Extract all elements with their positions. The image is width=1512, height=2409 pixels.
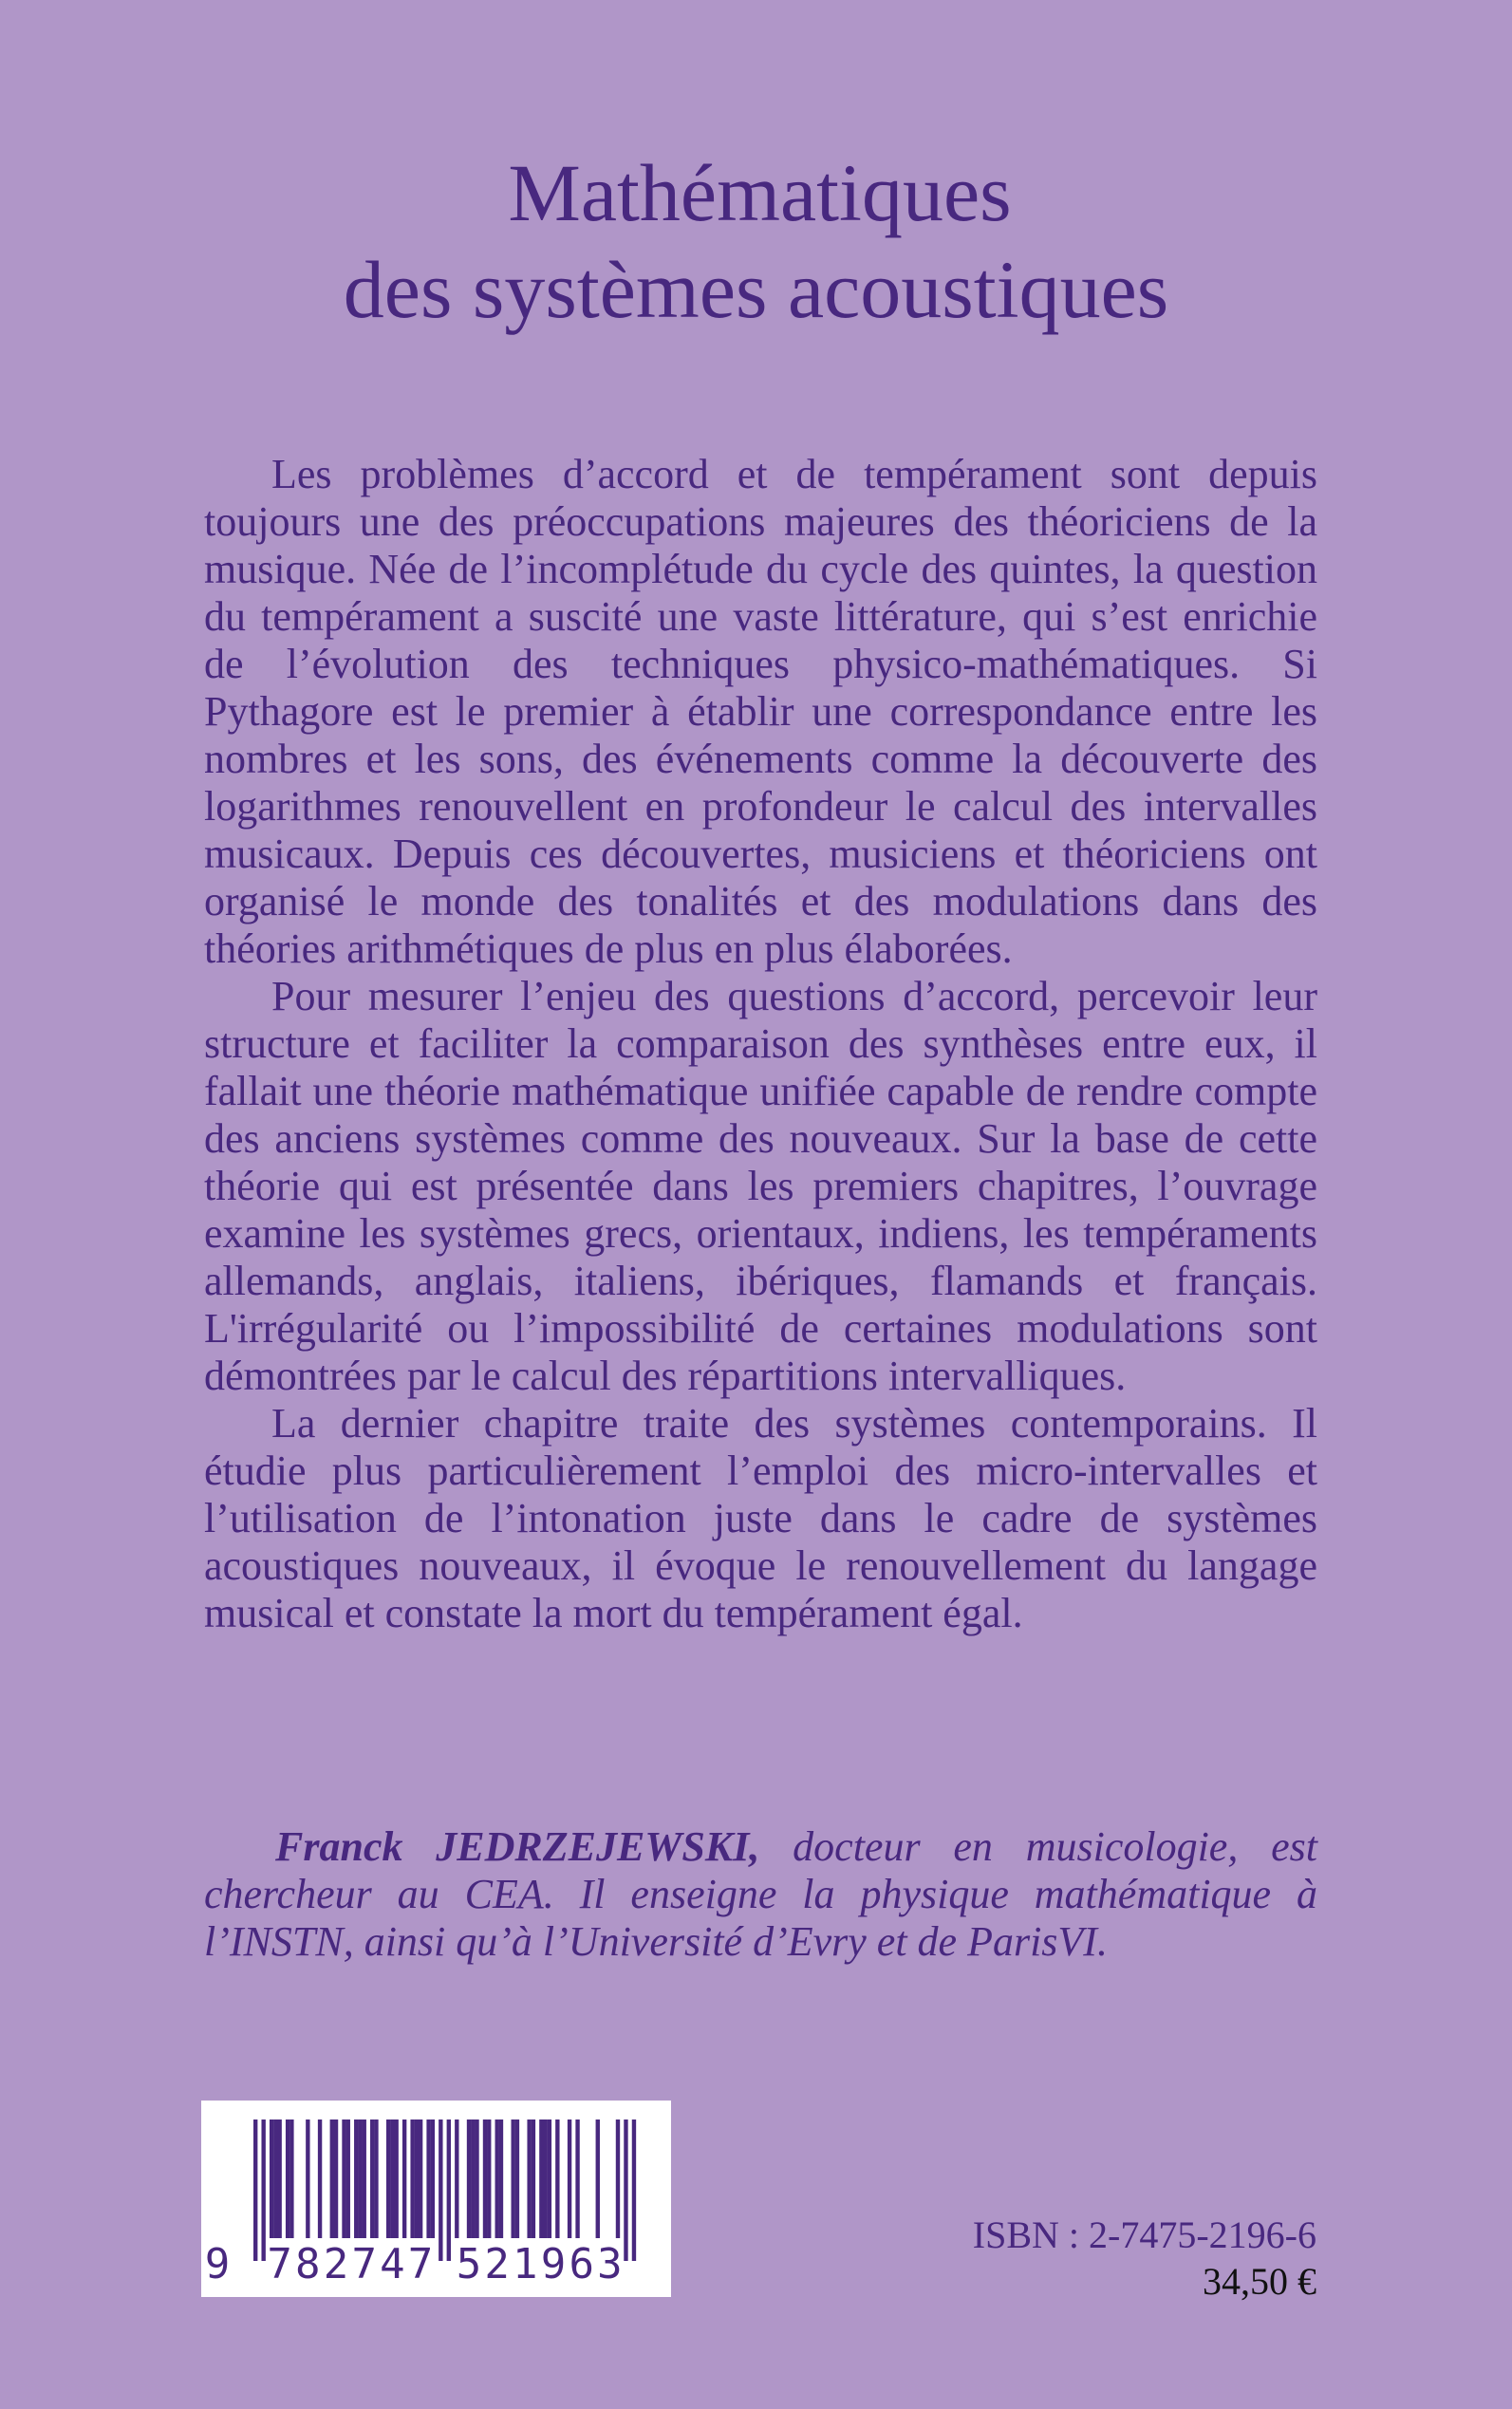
book-title (0, 144, 1512, 338)
svg-text:7: 7 (351, 2240, 377, 2288)
barcode-icon (201, 2101, 671, 2297)
svg-text:9: 9 (540, 2240, 567, 2288)
price: 34,50 € (1203, 2260, 1316, 2303)
book-title-line-2: des systèmes acoustiques (343, 244, 1169, 335)
blurb-paragraph-3: La dernier chapitre traite des systèmes contemporains. Il étudie plus particulièrement l’emploi des micro-intervalles et l’utilisation de l’intonation juste dans le cadre de systèmes acoustiques nouveaux, il évoque le renouvellement du langage musical et constate la mort du tempérament égal. (204, 1400, 1317, 1636)
svg-text:7: 7 (407, 2240, 434, 2288)
isbn: ISBN : 2-7475-2196-6 (972, 2213, 1316, 2256)
svg-text:5: 5 (456, 2240, 482, 2288)
svg-text:6: 6 (569, 2240, 594, 2288)
svg-text:2: 2 (484, 2240, 510, 2288)
svg-text:1: 1 (513, 2240, 538, 2288)
svg-text:7: 7 (267, 2240, 292, 2288)
svg-text:8: 8 (295, 2240, 321, 2288)
author-bio-text: docteur en musicologie, est chercheur au CEA. Il enseigne la physique mathématique à l’INSTN, ainsi qu’à l’Université d’Evry et de ParisVI. (204, 1823, 1317, 1965)
blurb (204, 451, 1317, 1637)
svg-text:3: 3 (597, 2240, 623, 2288)
blurb-paragraph-2: Pour mesurer l’enjeu des questions d’accord, percevoir leur structure et faciliter la comparaison des synthèses entre eux, il fallait une théorie mathématique unifiée capable de rendre compte des anciens systèmes comme des nouveaux. Sur la base de cette théorie qui est présentée dans les premiers chapitres, l’ouvrage examine les systèmes grecs, orientaux, indiens, les tempéraments allemands, anglais, italiens, ibériques, flamands et français. L'irrégularité ou l’impossibilité de certaines modulations sont démontrées par le calcul des répartitions intervalliques. (204, 973, 1317, 1399)
svg-text:2: 2 (323, 2240, 349, 2288)
blurb-paragraph-1: Les problèmes d’accord et de tempérament sont depuis toujours une des préoccupations majeures des théoriciens de la musique. Née de l’incomplétude du cycle des quintes, la question du tempérament a suscité une vaste littérature, qui s’est enrichie de l’évolution des techniques physico-mathématiques. Si Pythagore est le premier à établir une correspondance entre les nombres et les sons, des événements comme la découverte des logarithmes renouvellent en profondeur le calcul des intervalles musicaux. Depuis ces découvertes, musiciens et théoriciens ont organisé le monde des tonalités et des modulations dans des théories arithmétiques de plus en plus élaborées. (204, 451, 1317, 972)
author-bio (204, 1823, 1317, 1966)
book-title-line-1: Mathématiques (508, 147, 1012, 238)
barcode (201, 2101, 671, 2297)
author-name: Franck JEDRZEJEWSKI, (275, 1823, 760, 1870)
svg-text:4: 4 (380, 2240, 405, 2288)
svg-text:9: 9 (204, 2240, 231, 2288)
